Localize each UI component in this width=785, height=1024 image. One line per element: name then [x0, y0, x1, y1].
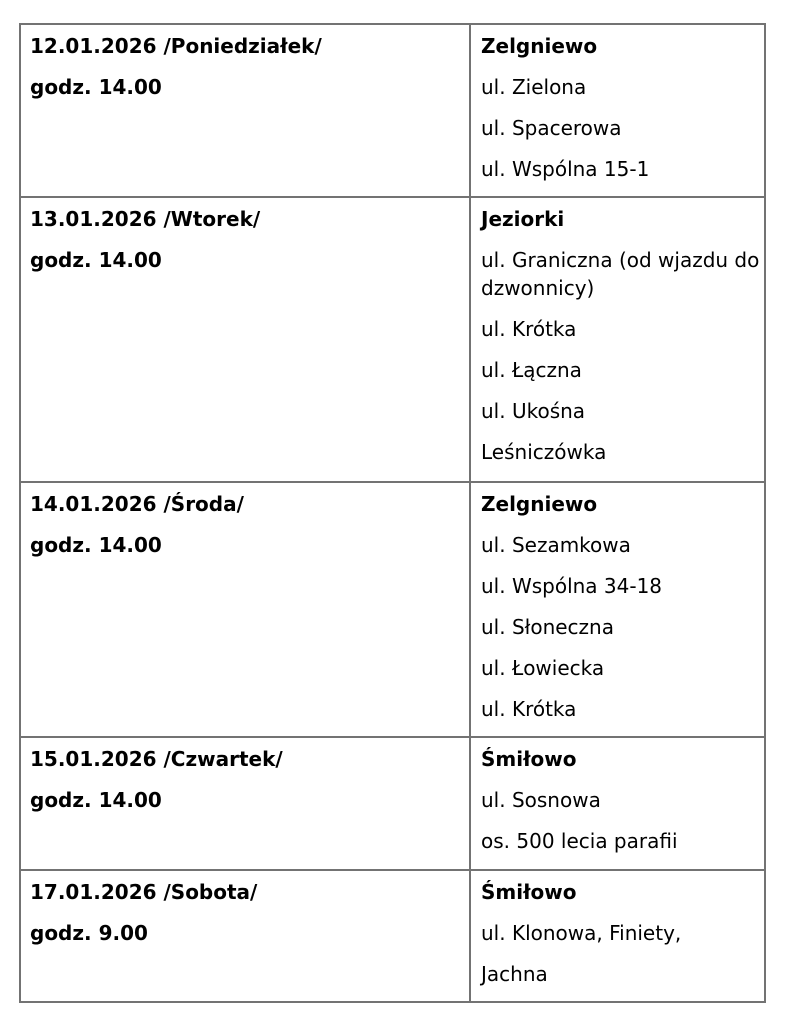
street-name: ul. Sezamkowa	[481, 533, 631, 557]
street-name: ul. Słoneczna	[481, 615, 614, 639]
street-name: ul. Krótka	[481, 697, 577, 721]
schedule-table	[19, 23, 766, 1003]
table-row	[21, 738, 764, 871]
date-text: 15.01.2026 /Czwartek/	[30, 747, 283, 771]
town-name: Śmiłowo	[481, 880, 577, 904]
location-cell	[469, 871, 764, 1001]
town-name: Zelgniewo	[481, 492, 598, 516]
location-cell	[469, 738, 764, 869]
date-cell	[21, 871, 469, 1001]
date-text: 12.01.2026 /Poniedziałek/	[30, 34, 322, 58]
date-cell	[21, 198, 469, 481]
date-cell	[21, 25, 469, 196]
date-text: 13.01.2026 /Wtorek/	[30, 207, 261, 231]
table-row	[21, 25, 764, 198]
street-name: Leśniczówka	[481, 440, 607, 464]
street-name: ul. Krótka	[481, 317, 577, 341]
date-cell	[21, 738, 469, 869]
table-row	[21, 198, 764, 483]
street-name: ul. Wspólna 34-18	[481, 574, 663, 598]
street-name: ul. Klonowa, Finiety,	[481, 921, 682, 945]
town-name: Jeziorki	[481, 207, 565, 231]
street-name: ul. Sosnowa	[481, 788, 601, 812]
street-name: ul. Zielona	[481, 75, 587, 99]
date-text: 14.01.2026 /Środa/	[30, 492, 244, 516]
town-name: Zelgniewo	[481, 34, 598, 58]
time-text: godz. 14.00	[30, 248, 162, 272]
town-name: Śmiłowo	[481, 747, 577, 771]
date-cell	[21, 483, 469, 736]
table-row	[21, 483, 764, 738]
time-text: godz. 14.00	[30, 533, 162, 557]
street-name: ul. Ukośna	[481, 399, 586, 423]
street-name: ul. Spacerowa	[481, 116, 622, 140]
street-name: ul. Graniczna (od wjazdu do dzwonnicy)	[481, 248, 760, 300]
time-text: godz. 9.00	[30, 921, 148, 945]
time-text: godz. 14.00	[30, 75, 162, 99]
date-text: 17.01.2026 /Sobota/	[30, 880, 258, 904]
street-name: os. 500 lecia parafii	[481, 829, 678, 853]
street-name: Jachna	[481, 962, 548, 986]
location-cell	[469, 483, 764, 736]
street-name: ul. Łączna	[481, 358, 582, 382]
street-name: ul. Łowiecka	[481, 656, 605, 680]
table-row	[21, 871, 764, 1001]
street-name: ul. Wspólna 15-1	[481, 157, 650, 181]
time-text: godz. 14.00	[30, 788, 162, 812]
location-cell	[469, 25, 764, 196]
location-cell	[469, 198, 764, 481]
